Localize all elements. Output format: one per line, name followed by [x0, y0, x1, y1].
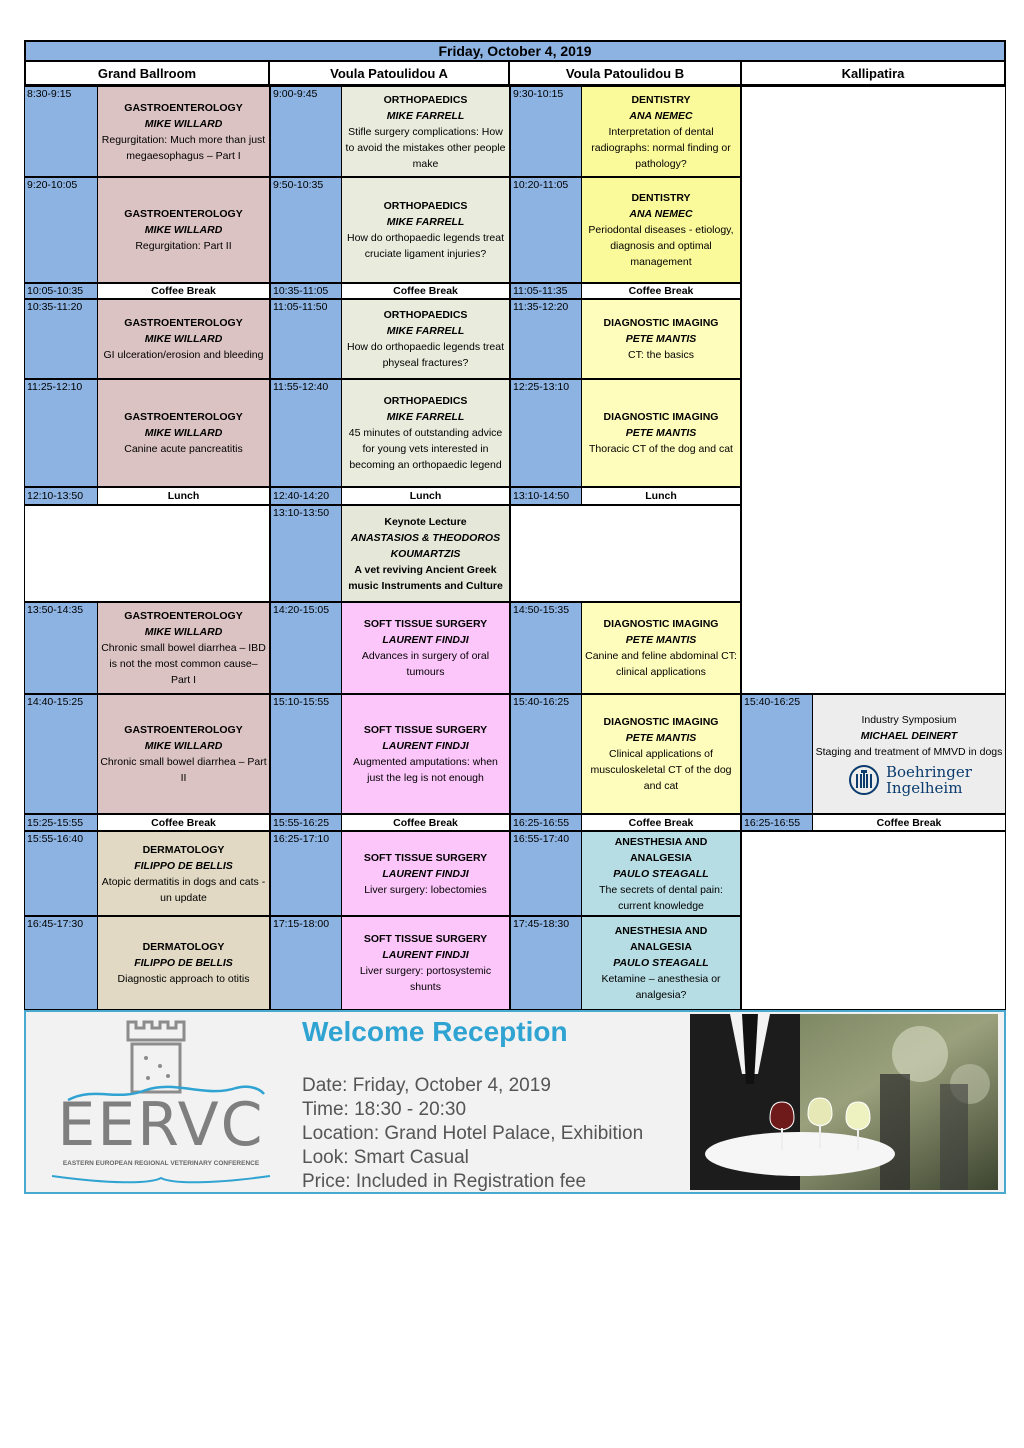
session-time: 9:00-9:45: [270, 86, 342, 177]
boehringer-logo-icon: [848, 764, 880, 796]
session-cell[interactable]: [581, 299, 741, 379]
session-speaker: MIKE WILLARD: [144, 427, 223, 439]
session-time: 9:30-10:15: [510, 86, 582, 177]
reception-date: Date: Friday, October 4, 2019: [302, 1075, 551, 1096]
session-time: 10:20-11:05: [510, 177, 582, 283]
session-category: GASTROENTEROLOGY: [124, 317, 243, 329]
session-topic: Clinical applications of musculoskeletal CT of the dog and cat: [590, 748, 732, 792]
session-cell[interactable]: [97, 299, 270, 379]
empty-slot: [24, 505, 270, 602]
session-time: 17:45-18:30: [510, 916, 582, 1010]
session-topic: How do orthopaedic legends treat physeal fractures?: [346, 341, 505, 369]
session-speaker: LAURENT FINDJI: [382, 867, 469, 880]
break-time: 10:35-11:05: [270, 283, 342, 299]
session-cell[interactable]: [97, 916, 270, 1010]
session-cell[interactable]: [341, 86, 510, 177]
eervc-subtitle: EASTERN EUROPEAN REGIONAL VETERINARY CONFERENCE: [62, 1160, 260, 1167]
session-category: SOFT TISSUE SURGERY: [363, 724, 488, 736]
lunch-break: Lunch: [97, 487, 270, 505]
session-category: GASTROENTEROLOGY: [124, 610, 243, 622]
title-text: Friday, October 4, 2019: [438, 43, 592, 59]
session-speaker: MIKE FARRELL: [386, 109, 465, 122]
session-cell[interactable]: [581, 379, 741, 487]
session-category: ORTHOPAEDICS: [383, 309, 468, 321]
reception-title: Welcome Reception: [302, 1016, 568, 1047]
session-category: DIAGNOSTIC IMAGING: [603, 411, 719, 423]
session-time: 15:40-16:25: [741, 694, 813, 814]
session-topic: Interpretation of dental radiographs: normal finding or pathology?: [591, 125, 731, 170]
session-category: GASTROENTEROLOGY: [124, 724, 243, 736]
room-header-voula-a: [268, 62, 510, 86]
session-time: 11:05-11:50: [270, 299, 342, 379]
session-topic: Advances in surgery of oral tumours: [361, 650, 490, 678]
eervc-logo: [46, 1018, 276, 1188]
session-cell[interactable]: [581, 916, 741, 1010]
session-speaker: ANASTASIOS & THEODOROS KOUMARTZIS: [350, 531, 501, 560]
session-category: DIAGNOSTIC IMAGING: [603, 317, 719, 329]
session-category: GASTROENTEROLOGY: [124, 101, 243, 114]
session-topic: Regurgitation: Part II: [135, 240, 232, 252]
room-header-voula-b: [508, 62, 742, 86]
break-time: 16:25-16:55: [510, 814, 582, 831]
session-category: ORTHOPAEDICS: [383, 395, 468, 407]
session-category: GASTROENTEROLOGY: [124, 208, 243, 220]
session-time: 8:30-9:15: [24, 86, 98, 177]
coffee-break: Coffee Break: [581, 283, 741, 299]
room-label: Voula Patoulidou A: [330, 65, 448, 81]
lunch-break: Lunch: [581, 487, 741, 505]
reception-location: Location: Grand Hotel Palace, Exhibition: [302, 1123, 644, 1144]
session-time: 14:20-15:05: [270, 602, 342, 694]
session-speaker: LAURENT FINDJI: [382, 740, 469, 752]
session-category: DENTISTRY: [631, 192, 691, 204]
session-time: 11:55-12:40: [270, 379, 342, 487]
session-category: Industry Symposium: [861, 714, 957, 726]
session-time: 10:35-11:20: [24, 299, 98, 379]
session-topic: Chronic small bowel diarrhea – IBD is not the most common cause–Part I: [101, 642, 266, 686]
session-category: DENTISTRY: [631, 93, 691, 106]
break-time: 12:40-14:20: [270, 487, 342, 505]
session-category: ANESTHESIA AND ANALGESIA: [614, 925, 708, 953]
boehringer-ingelheim-logo: [848, 764, 970, 796]
empty-slot: [741, 831, 1006, 1010]
session-topic: Liver surgery: portosystemic shunts: [359, 965, 492, 993]
session-topic: Canine and feline abdominal CT: clinical applications: [585, 650, 737, 678]
session-topic: Periodontal diseases - etiology, diagnosis and optimal management: [588, 224, 734, 268]
session-speaker: MICHAEL DEINERT: [860, 730, 958, 742]
break-time: 15:25-15:55: [24, 814, 98, 831]
session-category: SOFT TISSUE SURGERY: [363, 851, 488, 864]
session-time: 11:25-12:10: [24, 379, 98, 487]
session-speaker: PAULO STEAGALL: [613, 957, 709, 969]
session-cell[interactable]: [341, 831, 510, 916]
break-time: 12:10-13:50: [24, 487, 98, 505]
session-cell[interactable]: [97, 602, 270, 694]
session-topic: The secrets of dental pain: current knowledge: [599, 883, 723, 912]
session-speaker: FILIPPO DE BELLIS: [134, 957, 233, 969]
session-cell[interactable]: [581, 86, 741, 177]
session-speaker: PAULO STEAGALL: [613, 867, 709, 880]
break-time: 16:25-16:55: [741, 814, 813, 831]
session-topic: Staging and treatment of MMVD in dogs: [815, 746, 1003, 758]
session-time: 13:50-14:35: [24, 602, 98, 694]
industry-symposium-cell[interactable]: [812, 694, 1006, 814]
reception-price: Price: Included in Registration fee: [302, 1171, 587, 1192]
break-time: 13:10-14:50: [510, 487, 582, 505]
session-topic: Atopic dermatitis in dogs and cats - un update: [101, 875, 266, 904]
session-time: 16:45-17:30: [24, 916, 98, 1010]
session-topic: Augmented amputations: when just the leg is not enough: [353, 756, 498, 784]
session-topic: Canine acute pancreatitis: [124, 443, 243, 455]
session-time: 14:40-15:25: [24, 694, 98, 814]
session-cell[interactable]: [341, 177, 510, 283]
session-topic: Diagnostic approach to otitis: [117, 973, 250, 985]
session-category: ORTHOPAEDICS: [383, 200, 468, 212]
session-time: 16:25-17:10: [270, 831, 342, 916]
empty-slot: [741, 86, 1006, 694]
room-header-kallipatira: [740, 62, 1006, 86]
session-cell[interactable]: [341, 694, 510, 814]
session-time: 14:50-15:35: [510, 602, 582, 694]
session-cell[interactable]: [97, 379, 270, 487]
session-speaker: MIKE FARRELL: [386, 216, 465, 228]
book-line-icon: [50, 1170, 272, 1186]
session-speaker: ANA NEMEC: [629, 109, 693, 122]
coffee-break: Coffee Break: [812, 814, 1006, 831]
session-category: SOFT TISSUE SURGERY: [363, 933, 488, 945]
session-speaker: LAURENT FINDJI: [382, 634, 469, 646]
coffee-break: Coffee Break: [341, 814, 510, 831]
session-time: 15:40-16:25: [510, 694, 582, 814]
session-cell[interactable]: [581, 602, 741, 694]
reception-details: [302, 1074, 692, 1194]
room-label: Grand Ballroom: [97, 65, 197, 81]
session-cell[interactable]: [341, 602, 510, 694]
session-cell[interactable]: [97, 831, 270, 916]
session-topic: A vet reviving Ancient Greek music Instruments and Culture: [348, 563, 503, 592]
session-time: 12:25-13:10: [510, 379, 582, 487]
session-cell[interactable]: [341, 916, 510, 1010]
session-speaker: PETE MANTIS: [625, 634, 697, 646]
session-category: DERMATOLOGY: [142, 941, 225, 953]
room-label: Voula Patoulidou B: [565, 65, 685, 81]
reception-dress-code: Look: Smart Casual: [302, 1147, 469, 1168]
coffee-break: Coffee Break: [581, 814, 741, 831]
session-cell[interactable]: [97, 177, 270, 283]
session-time: 15:55-16:40: [24, 831, 98, 916]
session-cell[interactable]: [97, 694, 270, 814]
schedule-title: [24, 40, 1006, 62]
session-cell[interactable]: [581, 831, 741, 916]
session-cell[interactable]: [581, 177, 741, 283]
session-speaker: ANA NEMEC: [629, 208, 693, 220]
room-label: Kallipatira: [841, 65, 905, 81]
session-category: DIAGNOSTIC IMAGING: [603, 716, 719, 728]
coffee-break: Coffee Break: [97, 283, 270, 299]
session-time: 9:50-10:35: [270, 177, 342, 283]
coffee-break: Coffee Break: [341, 283, 510, 299]
session-speaker: MIKE WILLARD: [144, 740, 223, 752]
session-cell[interactable]: [341, 379, 510, 487]
session-speaker: PETE MANTIS: [625, 427, 697, 439]
session-time: 13:10-13:50: [270, 505, 342, 602]
empty-slot: [510, 505, 741, 602]
session-cell[interactable]: [97, 86, 270, 177]
session-category: DERMATOLOGY: [142, 843, 225, 856]
coffee-break: Coffee Break: [97, 814, 270, 831]
waiter-with-wine-glasses-image: [690, 1014, 998, 1190]
session-cell[interactable]: [341, 299, 510, 379]
break-time: 11:05-11:35: [510, 283, 582, 299]
session-speaker: PETE MANTIS: [625, 732, 697, 744]
session-topic: CT: the basics: [628, 349, 694, 361]
eervc-wordmark: EERVC: [57, 1090, 265, 1160]
session-topic: Thoracic CT of the dog and cat: [589, 443, 733, 455]
session-topic: Stifle surgery complications: How to avoid the mistakes other people make: [345, 125, 506, 170]
session-speaker: PETE MANTIS: [625, 333, 697, 345]
session-time: 17:15-18:00: [270, 916, 342, 1010]
session-topic: Liver surgery: lobectomies: [364, 883, 487, 896]
logo-text: Boehringer Ingelheim: [886, 763, 972, 797]
session-category: ORTHOPAEDICS: [383, 93, 468, 106]
session-category: ANESTHESIA AND ANALGESIA: [614, 835, 708, 864]
room-header-grand-ballroom: [24, 62, 270, 86]
session-speaker: MIKE FARRELL: [386, 325, 465, 337]
session-speaker: MIKE WILLARD: [144, 626, 223, 638]
session-speaker: LAURENT FINDJI: [382, 949, 469, 961]
session-speaker: MIKE WILLARD: [144, 333, 223, 345]
reception-photo: [690, 1014, 998, 1190]
welcome-reception-banner: [24, 1010, 1006, 1194]
session-time: 16:55-17:40: [510, 831, 582, 916]
session-speaker: MIKE FARRELL: [386, 411, 465, 423]
session-topic: Chronic small bowel diarrhea – Part II: [100, 756, 267, 784]
reception-time: Time: 18:30 - 20:30: [302, 1099, 467, 1120]
session-speaker: MIKE WILLARD: [144, 117, 223, 130]
session-time: 11:35-12:20: [510, 299, 582, 379]
lunch-break: Lunch: [341, 487, 510, 505]
session-time: 15:10-15:55: [270, 694, 342, 814]
session-topic: GI ulceration/erosion and bleeding: [103, 349, 264, 361]
session-topic: Ketamine – anesthesia or analgesia?: [601, 973, 721, 1001]
break-time: 15:55-16:25: [270, 814, 342, 831]
session-time: 9:20-10:05: [24, 177, 98, 283]
session-topic: Regurgitation: Much more than just megaesophagus – Part I: [101, 133, 266, 162]
session-category: Keynote Lecture: [384, 515, 467, 528]
session-speaker: MIKE WILLARD: [144, 224, 223, 236]
session-category: SOFT TISSUE SURGERY: [363, 618, 488, 630]
session-category: GASTROENTEROLOGY: [124, 411, 243, 423]
session-speaker: FILIPPO DE BELLIS: [134, 859, 233, 872]
session-topic: 45 minutes of outstanding advice for young vets interested in becoming an orthopaedic legend: [348, 427, 503, 471]
session-topic: How do orthopaedic legends treat cruciate ligament injuries?: [346, 232, 505, 260]
session-cell[interactable]: [581, 694, 741, 814]
session-category: DIAGNOSTIC IMAGING: [603, 618, 719, 630]
break-time: 10:05-10:35: [24, 283, 98, 299]
keynote-cell[interactable]: [341, 505, 510, 602]
